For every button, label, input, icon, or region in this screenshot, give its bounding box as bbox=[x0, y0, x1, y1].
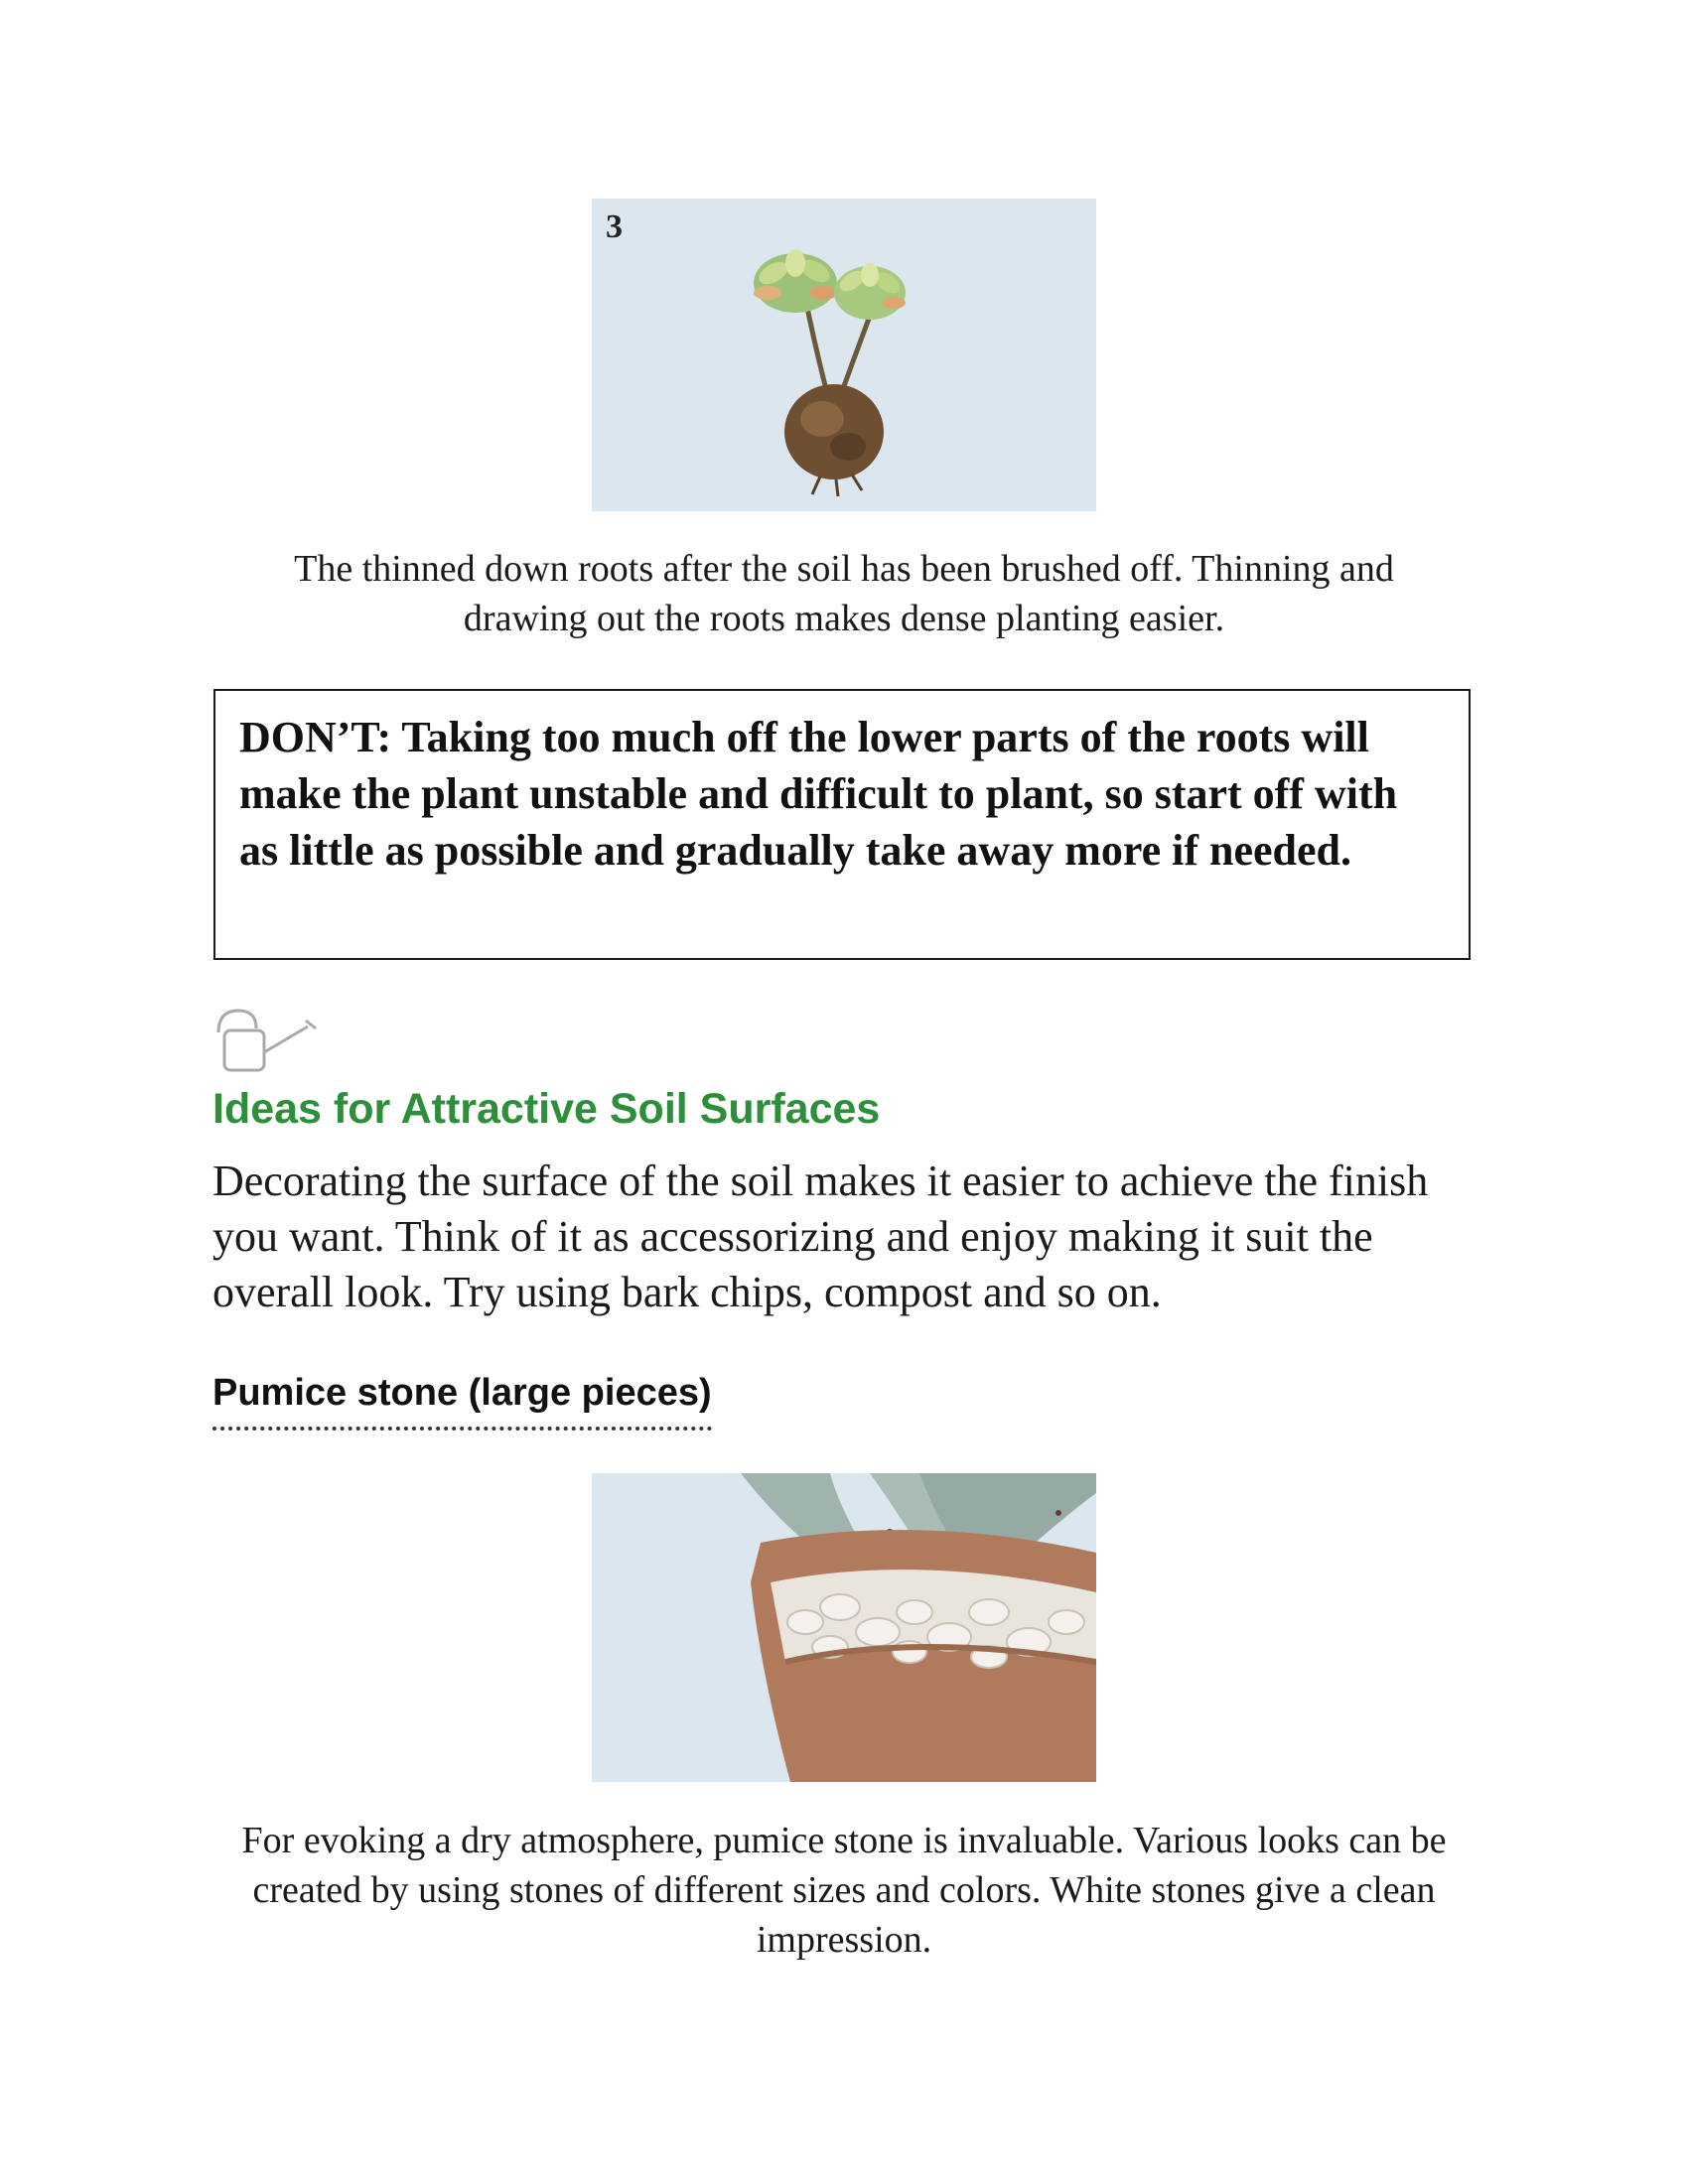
dont-warning-box bbox=[213, 689, 1471, 960]
warning-text: DON’T: Taking too much off the lower parts of the roots will make the plant unstable and difficult to plant, so start off with as little as possible and gradually take away more if needed. bbox=[239, 713, 1398, 875]
pumice-stone-photo bbox=[592, 1473, 1096, 1782]
roots-photo-caption: The thinned down roots after the soil has been brushed off. Thinning and drawing out the roots makes dense planting easier. bbox=[294, 548, 1394, 639]
pumice-photo-caption: For evoking a dry atmosphere, pumice stone is invaluable. Various looks can be created by using stones of different sizes and colors. White stones give a clean impression. bbox=[241, 1820, 1447, 1961]
watering-can-icon bbox=[211, 1005, 320, 1076]
succulent-roots-photo bbox=[592, 199, 1096, 511]
pumice-pot-illustration bbox=[592, 1473, 1096, 1782]
section-title: Ideas for Attractive Soil Surfaces bbox=[212, 1085, 881, 1133]
section-intro: Decorating the surface of the soil makes it easier to achieve the finish you want. Think of it as accessorizing and enjoy making it suit the overall look. Try using bark chips, compost and so on. bbox=[212, 1157, 1429, 1316]
succulent-roots-illustration bbox=[592, 199, 1096, 511]
step-number: 3 bbox=[606, 208, 623, 245]
pumice-heading: Pumice stone (large pieces) bbox=[212, 1372, 712, 1431]
